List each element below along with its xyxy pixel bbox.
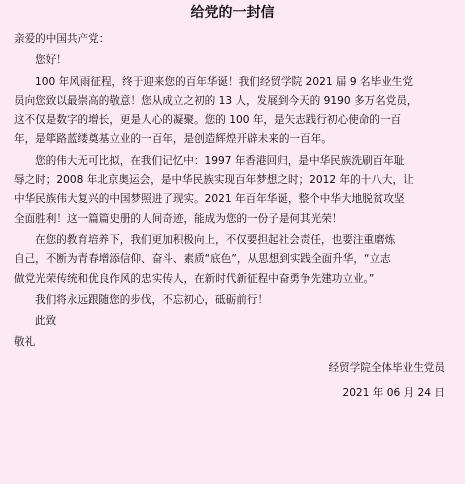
paragraph-3 bbox=[14, 231, 451, 289]
paragraph-line: 这不仅是数字的增长，更是人心的凝聚。您的 100 年，是矢志践行初心使命的一百 bbox=[14, 114, 402, 127]
paragraph-line: 在您的教育培养下，我们更加积极向上，不仅要担起社会责任，也要注重磨炼 bbox=[35, 233, 396, 246]
paragraph-line: 做党光荣传统和优良作风的忠实传人，在新时代新征程中奋勇争先建功立业。” bbox=[14, 272, 375, 285]
letter-title: 给党的一封信 bbox=[190, 5, 275, 21]
paragraph-1 bbox=[14, 73, 451, 150]
closing-jing-li: 敬礼 bbox=[14, 336, 36, 349]
paragraph-line: 辱之时；2008 年北京奥运会，是中华民族实现百年梦想之时；2012 年的十八大，让 bbox=[14, 174, 414, 187]
signature: 经贸学院全体毕业生党员 bbox=[328, 361, 445, 374]
paragraph-line: 自己，不断为青春增添信仰、奋斗、素质“底色”，从思想到实践全面升华，“立志 bbox=[14, 253, 391, 266]
paragraph-line: 年，是筚路蓝缕奠基立业的一百年，是创造辉煌开辟未来的一百年。 bbox=[14, 133, 332, 146]
greeting: 您好！ bbox=[35, 54, 67, 67]
paragraph-line: 全面胜利！这一篇篇史册的人间奇迹，能成为您的一份子是何其光荣！ bbox=[14, 212, 343, 225]
letter-date: 2021 年 06 月 24 日 bbox=[342, 387, 445, 400]
closing-ci-zhi: 此致 bbox=[35, 315, 57, 328]
paragraph-line: 我们将永远跟随您的步伐，不忘初心，砥砺前行！ bbox=[35, 293, 269, 306]
paragraph-line: 100 年风雨征程，终于迎来您的百年华诞！我们经贸学院 2021 届 9 名毕业生党 bbox=[35, 75, 413, 88]
paragraph-line: 员向您致以最崇高的敬意！您从成立之初的 13 人，发展到今天的 9190 多万名党员， bbox=[14, 94, 418, 107]
paragraph-2 bbox=[14, 152, 451, 229]
paragraph-4 bbox=[14, 291, 451, 310]
salutation: 亲爱的中国共产党： bbox=[14, 33, 110, 45]
paragraph-line: 您的伟大无可比拟，在我们记忆中：1997 年香港回归，是中华民族洗刷百年耻 bbox=[35, 154, 405, 167]
paragraph-line: 中华民族伟大复兴的中国梦照进了现实。2021 年百年华诞，整个中华大地脱贫攻坚 bbox=[14, 193, 405, 206]
